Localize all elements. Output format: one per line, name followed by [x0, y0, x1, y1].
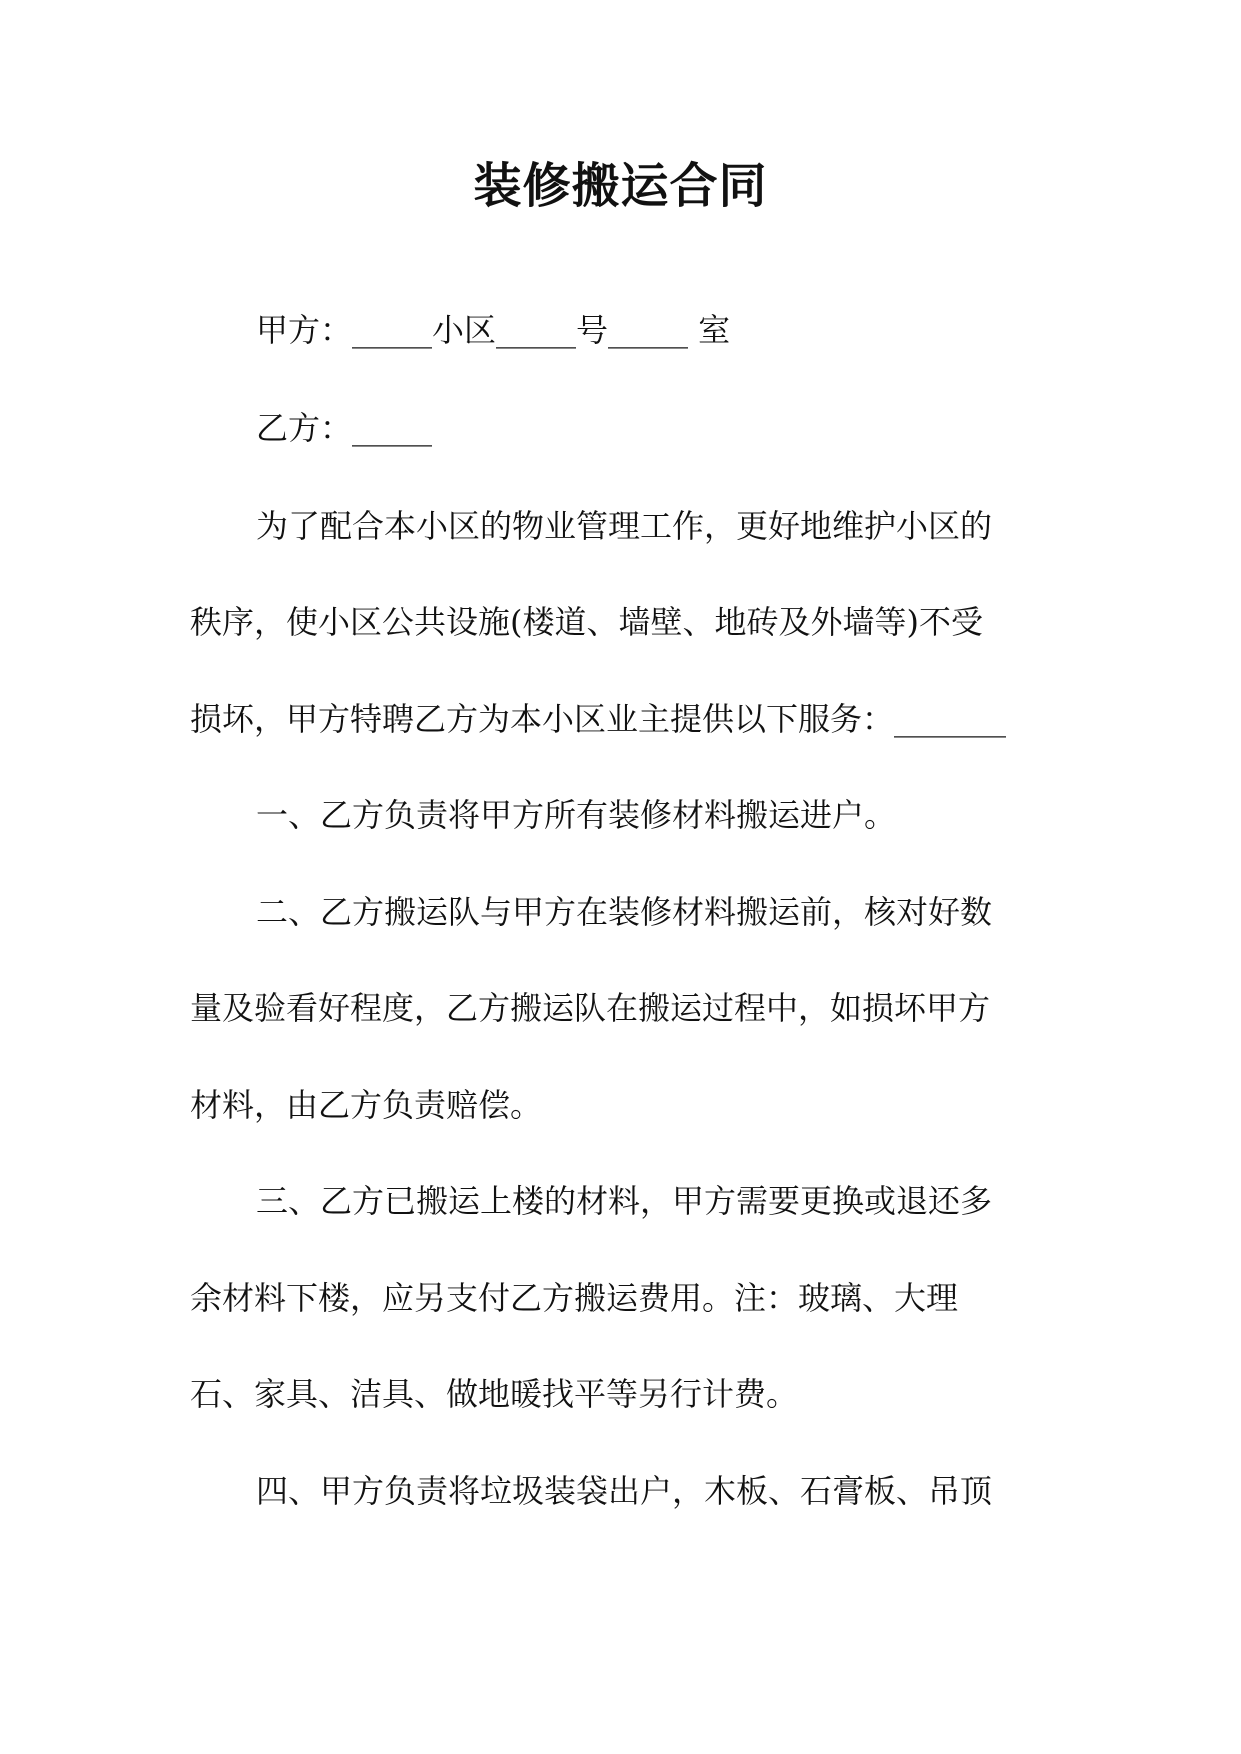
preamble-line-3: 损坏，甲方特聘乙方为本小区业主提供以下服务：_______ — [190, 700, 1007, 738]
document-title: 装修搬运合同 — [473, 158, 768, 214]
party-b-line: 乙方：_____ — [256, 409, 433, 447]
clause-2-line-2: 量及验看好程度，乙方搬运队在搬运过程中，如损坏甲方 — [190, 989, 991, 1027]
clause-3-line-1: 三、乙方已搬运上楼的材料，甲方需要更换或退还多 — [256, 1182, 993, 1220]
clause-4-line-1: 四、甲方负责将垃圾装袋出户，木板、石膏板、吊顶 — [256, 1472, 993, 1510]
clause-3-line-3: 石、家具、洁具、做地暖找平等另行计费。 — [190, 1375, 799, 1413]
clause-1-line-1: 一、乙方负责将甲方所有装修材料搬运进户。 — [256, 796, 897, 834]
clause-2-line-3: 材料，由乙方负责赔偿。 — [190, 1086, 543, 1124]
clause-2-line-1: 二、乙方搬运队与甲方在装修材料搬运前，核对好数 — [256, 893, 993, 931]
preamble-line-2: 秩序，使小区公共设施(楼道、墙壁、地砖及外墙等)不受 — [190, 603, 983, 641]
preamble-line-1: 为了配合本小区的物业管理工作，更好地维护小区的 — [256, 507, 993, 545]
party-a-line: 甲方：_____小区_____号_____ 室 — [256, 311, 731, 349]
clause-3-line-2: 余材料下楼，应另支付乙方搬运费用。注：玻璃、大理 — [190, 1279, 959, 1317]
